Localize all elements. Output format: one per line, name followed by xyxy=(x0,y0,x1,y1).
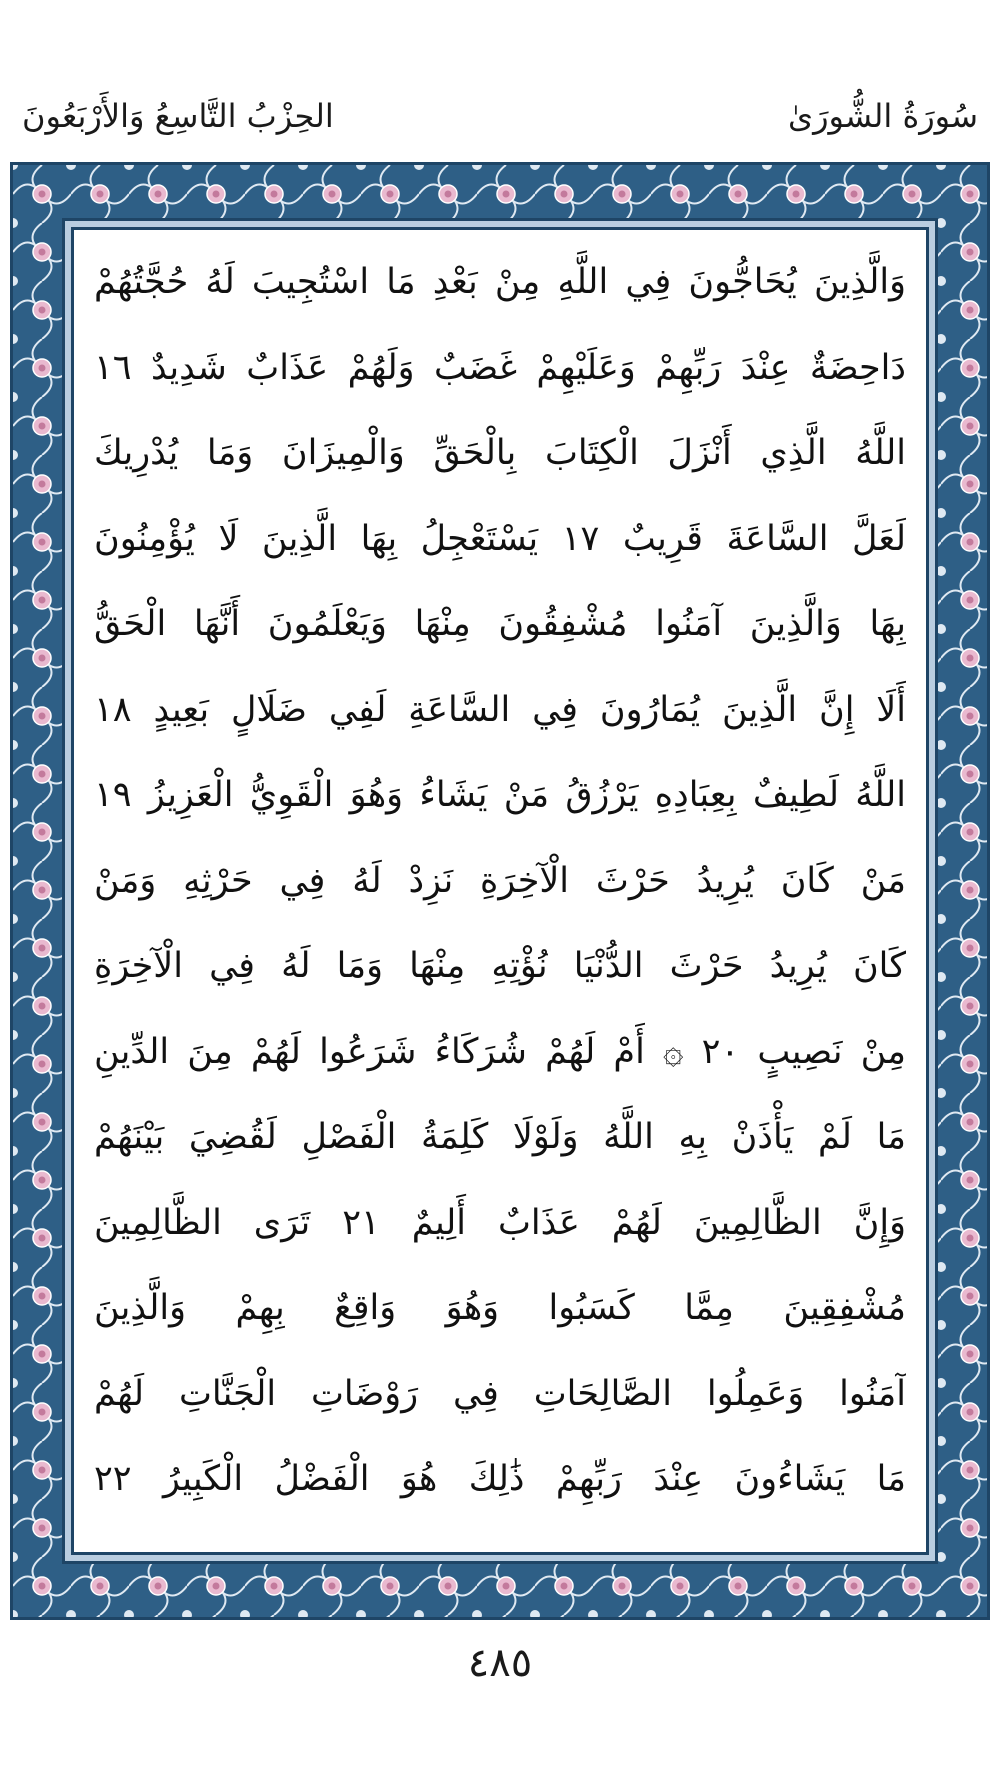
verse-line-15: مَا يَشَاءُونَ عِنْدَ رَبِّهِمْ ذَٰلِكَ هُوَ الْفَضْلُ الْكَبِيرُ ٢٢ xyxy=(94,1459,906,1499)
verse-line-5: بِهَا وَالَّذِينَ آمَنُوا مُشْفِقُونَ مِنْهَا وَيَعْلَمُونَ أَنَّهَا الْحَقُّ xyxy=(94,604,906,644)
verse-line-4: لَعَلَّ السَّاعَةَ قَرِيبٌ ١٧ يَسْتَعْجِلُ بِهَا الَّذِينَ لَا يُؤْمِنُونَ xyxy=(94,518,906,559)
page-number: ٤٨٥ xyxy=(467,1640,533,1686)
verse-line-6: أَلَا إِنَّ الَّذِينَ يُمَارُونَ فِي السَّاعَةِ لَفِي ضَلَالٍ بَعِيدٍ ١٨ xyxy=(94,689,906,730)
verse-line-12: وَإِنَّ الظَّالِمِينَ لَهُمْ عَذَابٌ أَلِيمٌ ٢١ تَرَى الظَّالِمِينَ xyxy=(94,1202,906,1243)
verse-line-10: مِنْ نَصِيبٍ ٢٠ ۞ أَمْ لَهُمْ شُرَكَاءُ شَرَعُوا لَهُمْ مِنَ الدِّينِ xyxy=(94,1031,906,1072)
verse-line-8: مَنْ كَانَ يُرِيدُ حَرْثَ الْآخِرَةِ نَزِدْ لَهُ فِي حَرْثِهِ وَمَنْ xyxy=(94,860,906,901)
verse-line-7: اللَّهُ لَطِيفٌ بِعِبَادِهِ يَرْزُقُ مَنْ يَشَاءُ وَهُوَ الْقَوِيُّ الْعَزِيزُ ١٩ xyxy=(94,775,906,815)
ornamental-border xyxy=(10,162,990,1620)
hizb-name: الحِزْبُ التَّاسِعُ وَالأَرْبَعُونَ xyxy=(22,97,334,135)
page-header xyxy=(22,86,978,146)
verse-line-14: آمَنُوا وَعَمِلُوا الصَّالِحَاتِ فِي رَوْضَاتِ الْجَنَّاتِ لَهُمْ xyxy=(94,1373,906,1414)
verse-line-3: اللَّهُ الَّذِي أَنْزَلَ الْكِتَابَ بِالْحَقِّ وَالْمِيزَانَ وَمَا يُدْرِيكَ xyxy=(94,433,906,473)
verse-line-2: دَاحِضَةٌ عِنْدَ رَبِّهِمْ وَعَلَيْهِمْ غَضَبٌ وَلَهُمْ عَذَابٌ شَدِيدٌ ١٦ xyxy=(94,347,906,388)
surah-name: سُورَةُ الشُّورَىٰ xyxy=(788,97,978,135)
verse-line-11: مَا لَمْ يَأْذَنْ بِهِ اللَّهُ وَلَوْلَا كَلِمَةُ الْفَصْلِ لَقُضِيَ بَيْنَهُمْ xyxy=(94,1117,906,1157)
verse-line-13: مُشْفِقِينَ مِمَّا كَسَبُوا وَهُوَ وَاقِعٌ بِهِمْ وَالَّذِينَ xyxy=(94,1288,906,1328)
verse-line-9: كَانَ يُرِيدُ حَرْثَ الدُّنْيَا نُؤْتِهِ مِنْهَا وَمَا لَهُ فِي الْآخِرَةِ xyxy=(94,946,906,986)
text-panel xyxy=(71,227,929,1555)
verse-lines xyxy=(94,240,906,1523)
verse-line-1: وَالَّذِينَ يُحَاجُّونَ فِي اللَّهِ مِنْ بَعْدِ مَا اسْتُجِيبَ لَهُ حُجَّتُهُمْ xyxy=(94,262,906,302)
